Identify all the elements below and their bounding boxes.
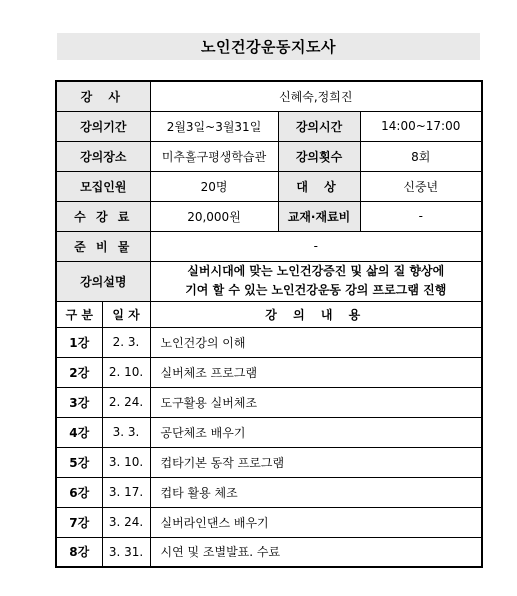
content-cell: 공단체조 배우기 [150,417,482,447]
content-cell: 실버라인댄스 배우기 [150,507,482,537]
table-row [56,507,482,537]
row-instructor [56,81,482,111]
session-cell: 1강 [56,327,102,357]
date-cell: 3. 17. [102,477,150,507]
date-cell: 3. 31. [102,537,150,567]
recruit-label: 모집인원 [56,171,150,201]
table-row [56,357,482,387]
table-row [56,477,482,507]
date-cell: 2. 10. [102,357,150,387]
col-session-header: 구 분 [56,301,102,327]
row-recruit [56,171,482,201]
session-cell: 4강 [56,417,102,447]
table-row [56,327,482,357]
content-cell: 시연 및 조별발표. 수료 [150,537,482,567]
row-prep [56,231,482,261]
prep-label: 준 비 물 [56,231,150,261]
document-title: 노인건강운동지도사 [57,33,480,60]
target-label: 대 상 [278,171,360,201]
session-cell: 8강 [56,537,102,567]
schedule-header-row [56,301,482,327]
prep-value: - [150,231,482,261]
place-value: 미추홀구평생학습관 [150,141,278,171]
col-date-header: 일 자 [102,301,150,327]
col-content-header: 강 의 내 용 [150,301,482,327]
fee-label: 수 강 료 [56,201,150,231]
fee-value: 20,000원 [150,201,278,231]
session-cell: 6강 [56,477,102,507]
desc-line-2: 기여 할 수 있는 노인건강운동 강의 프로그램 진행 [185,283,447,297]
period-label: 강의기간 [56,111,150,141]
instructor-value: 신혜숙,정희진 [150,81,482,111]
content-cell: 실버체조 프로그램 [150,357,482,387]
date-cell: 3. 24. [102,507,150,537]
row-fee [56,201,482,231]
content-cell: 컵타기본 동작 프로그램 [150,447,482,477]
content-cell: 컵타 활용 체조 [150,477,482,507]
row-description [56,261,482,301]
date-cell: 3. 10. [102,447,150,477]
time-label: 강의시간 [278,111,360,141]
content-cell: 도구활용 실버체조 [150,387,482,417]
time-value: 14:00~17:00 [360,111,482,141]
session-cell: 3강 [56,387,102,417]
period-value: 2월3일~3월31일 [150,111,278,141]
instructor-label: 강 사 [56,81,150,111]
table-row [56,417,482,447]
course-info-table [55,80,483,568]
row-place [56,141,482,171]
material-label: 교재·재료비 [278,201,360,231]
material-value: - [360,201,482,231]
date-cell: 2. 3. [102,327,150,357]
desc-line-1: 실버시대에 맞는 노인건강증진 및 삶의 질 향상에 [187,264,445,278]
session-cell: 5강 [56,447,102,477]
table-row [56,537,482,567]
table-row [56,387,482,417]
date-cell: 3. 3. [102,417,150,447]
date-cell: 2. 24. [102,387,150,417]
count-value: 8회 [360,141,482,171]
table-row [56,447,482,477]
content-cell: 노인건강의 이해 [150,327,482,357]
recruit-value: 20명 [150,171,278,201]
row-period [56,111,482,141]
count-label: 강의횟수 [278,141,360,171]
desc-value [150,261,482,301]
session-cell: 2강 [56,357,102,387]
desc-label: 강의설명 [56,261,150,301]
target-value: 신중년 [360,171,482,201]
place-label: 강의장소 [56,141,150,171]
session-cell: 7강 [56,507,102,537]
